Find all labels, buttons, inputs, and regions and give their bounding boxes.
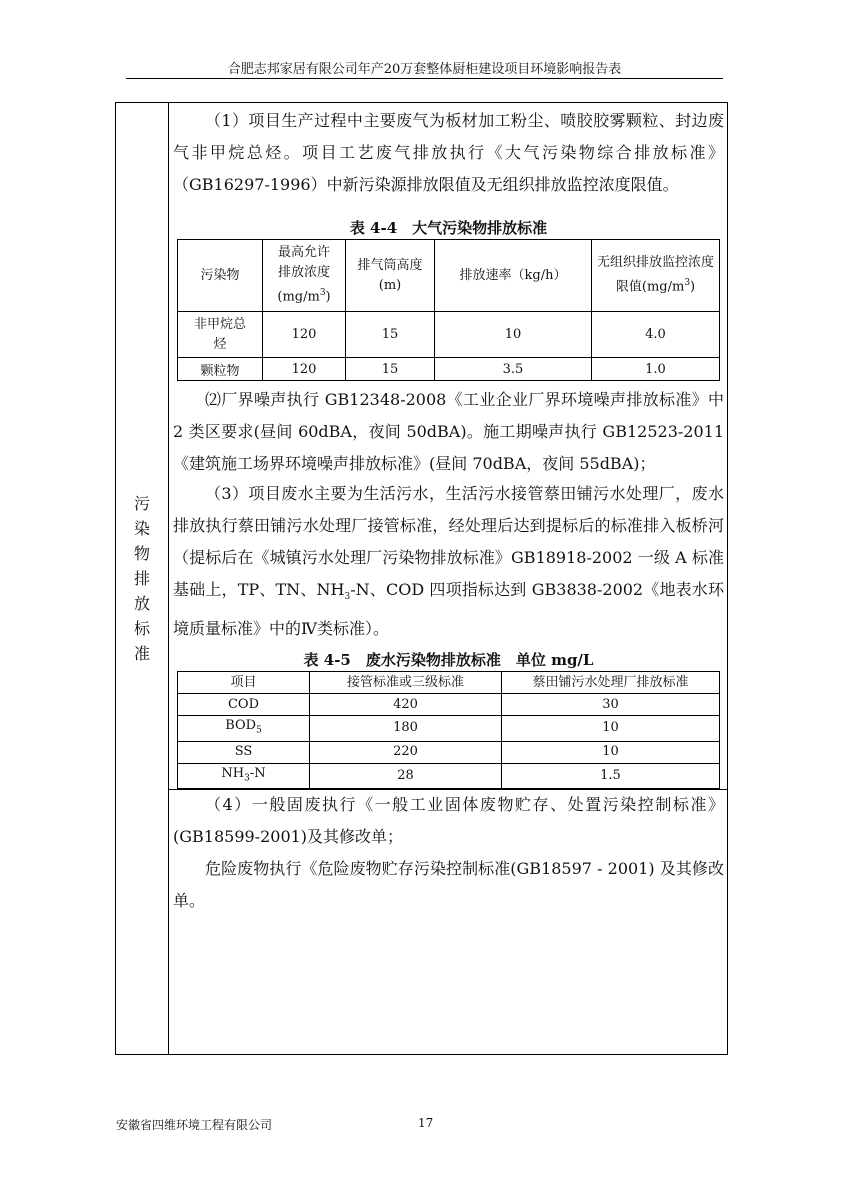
header-text: 排气筒高度 — [357, 257, 423, 273]
cell-text: -N — [249, 765, 266, 781]
table-4-4-caption: 表 4-4 大气污染物排放标准 — [349, 219, 548, 237]
cell-height: 15 — [346, 358, 435, 381]
air-pollutant-table — [177, 239, 720, 381]
paragraph-noise-standards: ⑵厂界噪声执行 GB12348-2008《工业企业厂界环境噪声排放标准》中 2 类区要求(昼间 60dBA，夜间 50dBA)。施工期噪声执行 GB12523-2011《建筑施工场界环境噪声排放标准》(昼间 70dBA，夜间 55dBA)； — [173, 390, 724, 473]
header-intake-standard: 接管标准或三级标准 — [310, 672, 502, 694]
table-row — [178, 763, 720, 789]
cell-text: 非甲烷总 — [193, 316, 246, 332]
table-row — [178, 312, 720, 358]
cell-text: SS — [234, 744, 253, 760]
header-text: ) — [325, 289, 331, 305]
cell-text: 烃 — [213, 336, 227, 352]
cell-rate: 10 — [435, 312, 592, 358]
table-header-row — [178, 240, 720, 312]
footer-company: 安徽省四维环境工程有限公司 — [116, 1118, 273, 1132]
side-char: 排 — [133, 569, 150, 588]
paragraph-text: -N、COD 四项指标达到 GB3838-2002《地表水环境质量标准》中的Ⅳ类标准）。 — [173, 580, 724, 639]
side-char: 染 — [133, 519, 150, 538]
cell-item — [178, 716, 310, 742]
content-frame — [115, 102, 728, 1055]
document-header-title: 合肥志邦家居有限公司年产20万套整体厨柜建设项目环境影响报告表 — [227, 62, 622, 77]
header-fugitive-limit — [592, 240, 720, 312]
header-plant-standard: 蔡田铺污水处理厂排放标准 — [502, 672, 720, 694]
subscript: 3 — [344, 592, 351, 603]
header-item: 项目 — [178, 672, 310, 694]
paragraph-text: （3）项目废水主要为生活污水，生活污水接管蔡田铺污水处理厂，废水排放执行蔡田铺污水处理厂接管标准，经处理后达到提标后的标准排入板桥河（提标后在《城镇污水处理厂污染物排放标准》GB18918-2002 一级 A 标准基础上，TP、TN、NH — [173, 484, 724, 599]
wastewater-pollutant-table — [177, 671, 720, 789]
header-stack-height — [346, 240, 435, 312]
header-pollutant: 污染物 — [178, 240, 263, 312]
cell-plant: 1.5 — [502, 763, 720, 789]
cell-text: NH — [221, 765, 245, 781]
subscript: 3 — [244, 773, 250, 784]
side-char: 标 — [133, 619, 150, 638]
cell-item — [178, 694, 310, 716]
header-max-concentration — [263, 240, 346, 312]
cell-text: COD — [227, 696, 260, 712]
header-text: (m) — [378, 277, 402, 293]
superscript: 3 — [684, 278, 691, 289]
table-row — [178, 358, 720, 381]
cell-intake: 180 — [310, 716, 502, 742]
header-text: 无组织排放监控浓度 — [596, 255, 714, 271]
side-label-pollutant-standards — [116, 491, 168, 666]
paragraph-wastewater-standards — [173, 478, 724, 645]
header-text: 排放浓度 — [277, 265, 330, 281]
cell-fugitive: 1.0 — [592, 358, 720, 381]
cell-intake: 220 — [310, 741, 502, 763]
table-row — [178, 716, 720, 742]
cell-item — [178, 741, 310, 763]
superscript: 3 — [319, 288, 326, 299]
header-text: ) — [690, 279, 696, 295]
page-number: 17 — [418, 1116, 434, 1130]
table-header-row — [178, 672, 720, 694]
cell-pollutant — [178, 312, 263, 358]
table-row — [178, 694, 720, 716]
cell-pollutant: 颗粒物 — [178, 358, 263, 381]
frame-divider — [168, 103, 169, 1054]
cell-fugitive: 4.0 — [592, 312, 720, 358]
paragraph-solid-waste: （4）一般固废执行《一般工业固体废物贮存、处置污染控制标准》(GB18599-2001)及其修改单； — [173, 795, 724, 846]
side-char: 物 — [133, 544, 150, 563]
cell-item — [178, 763, 310, 789]
table-row — [178, 741, 720, 763]
paragraph-air-emissions: （1）项目生产过程中主要废气为板材加工粉尘、喷胶胶雾颗粒、封边废气非甲烷总烃。项目工艺废气排放执行《大气污染物综合排放标准》（GB16297-1996）中新污染源排放限值及无组织排放监控浓度限值。 — [173, 111, 724, 194]
header-text: (mg/m — [277, 289, 320, 305]
header-rule — [126, 78, 723, 79]
cell-plant: 10 — [502, 741, 720, 763]
header-text: 最高允许 — [277, 245, 330, 261]
table-4-5-caption: 表 4-5 废水污染物排放标准 单位 mg/L — [303, 651, 594, 669]
cell-plant: 30 — [502, 694, 720, 716]
cell-height: 15 — [346, 312, 435, 358]
cell-text: BOD — [225, 718, 257, 733]
cell-rate: 3.5 — [435, 358, 592, 381]
cell-concentration: 120 — [263, 312, 346, 358]
cell-concentration: 120 — [263, 358, 346, 381]
paragraph-hazardous-waste: 危险废物执行《危险废物贮存污染控制标准(GB18597 - 2001) 及其修改单。 — [173, 859, 724, 910]
subscript: 5 — [256, 725, 262, 736]
side-char: 污 — [133, 494, 150, 513]
header-emission-rate: 排放速率（kg/h） — [435, 240, 592, 312]
side-char: 准 — [133, 644, 150, 663]
cell-intake: 28 — [310, 763, 502, 789]
cell-intake: 420 — [310, 694, 502, 716]
header-text: 限值(mg/m — [615, 279, 685, 295]
side-char: 放 — [133, 594, 150, 613]
cell-plant: 10 — [502, 716, 720, 742]
